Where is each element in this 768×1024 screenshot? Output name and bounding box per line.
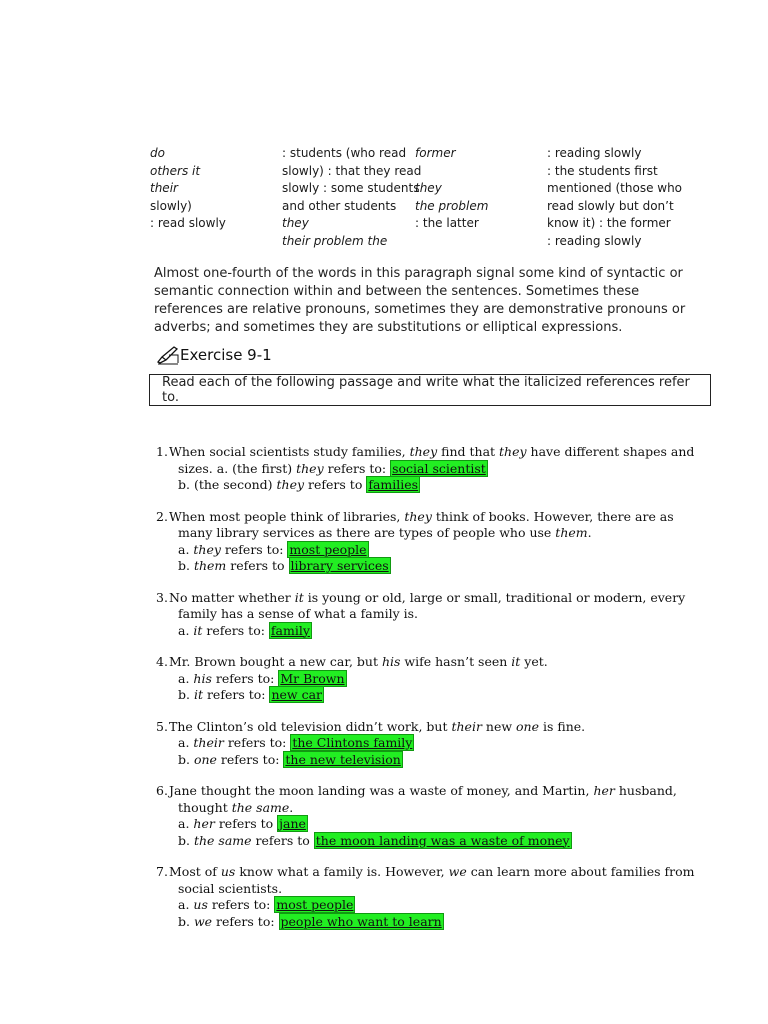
item-text: know what a family is. However,	[235, 864, 449, 879]
item-text: b.	[178, 751, 194, 767]
item-text: refers to	[251, 832, 314, 848]
item-text: b. (the second)	[178, 477, 277, 492]
item-text: refers to:	[223, 735, 291, 750]
italic-reference: it	[511, 654, 521, 669]
italic-reference: them	[555, 525, 588, 540]
item-line	[156, 800, 716, 817]
item-text: refers to:	[202, 622, 269, 638]
reference-line: and other students	[282, 198, 397, 213]
highlighted-answer: the Clintons family	[292, 735, 413, 750]
exercise-item	[156, 654, 716, 704]
item-line	[156, 558, 716, 575]
reference-line: their problem the	[282, 233, 388, 248]
item-text: is young or old, large or small, traditional or modern, every	[303, 589, 686, 605]
item-text: is fine.	[539, 718, 586, 734]
item-text: refers to	[304, 477, 367, 492]
item-text: Jane thought the moon landing was a waste of money, and Martin,	[169, 783, 594, 798]
item-line	[156, 654, 716, 671]
item-text: yet.	[520, 654, 548, 669]
italic-reference: it	[193, 622, 203, 638]
item-line	[156, 509, 716, 526]
reference-line: : the students first	[547, 163, 658, 178]
item-text: b.	[178, 687, 194, 702]
item-text: social scientists.	[178, 880, 283, 896]
item-text: have different shapes and	[526, 444, 695, 459]
item-text: family has a sense of what a family is.	[178, 606, 419, 621]
item-line	[156, 735, 716, 752]
item-line	[156, 752, 716, 769]
highlighted-answer: most people	[289, 541, 367, 557]
item-text: No matter whether	[169, 589, 295, 605]
reference-column-3	[415, 145, 488, 233]
item-line	[156, 590, 716, 607]
instruction-box	[149, 374, 711, 406]
item-line	[156, 444, 716, 461]
item-text: a.	[178, 541, 194, 557]
item-text: a.	[178, 897, 194, 912]
item-text: When social scientists study families,	[169, 444, 410, 459]
italic-reference: their	[193, 735, 224, 750]
italic-reference: her	[193, 816, 215, 831]
italic-reference: they	[499, 444, 527, 459]
item-line	[156, 477, 716, 494]
item-text: Mr. Brown bought a new car, but	[169, 654, 382, 669]
italic-reference: one	[193, 751, 217, 767]
exercise-heading	[156, 345, 272, 365]
reference-line: they	[282, 216, 309, 230]
item-text: When most people think of libraries,	[169, 508, 405, 524]
exercise-item	[156, 590, 716, 640]
item-number: 3.	[156, 589, 168, 605]
italic-reference: us	[220, 864, 236, 879]
italic-reference: they	[409, 444, 438, 459]
reference-line: : students (who read	[282, 146, 407, 160]
item-text: The Clinton’s old television didn’t work, but	[169, 718, 452, 734]
item-text: b.	[178, 913, 194, 929]
italic-reference: it	[193, 687, 203, 702]
italic-reference: they	[404, 508, 432, 524]
item-number: 1.	[156, 444, 168, 459]
explanation-paragraph: Almost one-fourth of the words in this paragraph signal some kind of syntactic or semantic connection within and between the sentences. Sometimes these references are relative pronouns, sometimes they are demonstrative pronouns or adverbs; and sometimes they are substitutions or elliptical expressions.	[154, 266, 686, 335]
highlighted-answer: social scientist	[392, 460, 486, 476]
item-text: refers to:	[220, 541, 288, 557]
italic-reference: his	[381, 654, 401, 669]
item-text: new	[481, 718, 517, 734]
item-line	[156, 914, 716, 931]
reference-line: : the latter	[415, 216, 479, 230]
highlighted-answer: Mr Brown	[280, 670, 345, 686]
reference-line: mentioned (those who	[547, 181, 683, 195]
item-text: refers to:	[207, 897, 275, 912]
reference-line: they	[415, 181, 442, 195]
reference-line	[415, 163, 488, 181]
item-text: refers to:	[211, 670, 279, 686]
reference-line: their	[150, 181, 178, 195]
highlighted-answer: people who want to learn	[280, 913, 442, 929]
exercise-item	[156, 864, 716, 930]
item-text: refers to:	[212, 913, 279, 929]
item-text: .	[587, 525, 592, 540]
italic-reference: them	[193, 558, 227, 573]
item-line	[156, 525, 716, 542]
italic-reference: one	[516, 718, 540, 734]
reference-line: read slowly but don’t	[547, 198, 674, 213]
italic-reference: the same	[193, 832, 252, 848]
reference-line: know it) : the former	[547, 216, 671, 230]
item-text: find that	[437, 444, 500, 459]
item-line	[156, 833, 716, 850]
item-text: a.	[178, 816, 194, 831]
item-text: can learn more about families from	[466, 864, 695, 879]
item-number: 7.	[156, 864, 168, 879]
item-text: wife hasn’t seen	[400, 654, 512, 669]
item-text: b.	[178, 832, 194, 848]
highlighted-answer: the new television	[285, 751, 401, 767]
italic-reference: us	[193, 897, 208, 912]
highlighted-answer: most people	[276, 897, 354, 912]
item-text: sizes. a. (the first)	[178, 460, 297, 476]
exercise-item	[156, 509, 716, 575]
reference-line: others it	[150, 163, 201, 178]
item-number: 4.	[156, 654, 168, 669]
italic-reference: we	[448, 864, 467, 879]
italic-reference: they	[296, 460, 324, 476]
italic-reference: they	[276, 477, 305, 492]
item-text: many library services as there are types of people who use	[178, 525, 556, 540]
item-line	[156, 687, 716, 704]
item-line	[156, 606, 716, 623]
reference-line: slowly)	[150, 198, 192, 213]
highlighted-answer: jane	[279, 816, 306, 831]
item-text: refers to:	[323, 460, 391, 476]
writing-hand-icon	[156, 345, 180, 365]
reference-column-4	[547, 145, 682, 250]
reference-line: slowly : some students	[282, 181, 420, 195]
item-number: 2.	[156, 508, 168, 524]
highlighted-answer: the moon landing was a waste of money	[315, 832, 570, 848]
item-text: Most of	[169, 864, 221, 879]
item-line	[156, 671, 716, 688]
exercise-item	[156, 444, 716, 494]
item-line	[156, 783, 716, 800]
item-line	[156, 816, 716, 833]
item-text: a.	[178, 622, 194, 638]
reference-line: the problem	[415, 198, 489, 213]
item-text: thought	[178, 799, 232, 815]
item-text: husband,	[614, 783, 677, 798]
highlighted-answer: family	[270, 622, 310, 638]
reference-column-1	[150, 145, 226, 233]
exercise-title: Exercise 9-1	[180, 346, 272, 364]
item-text: refers to:	[216, 751, 284, 767]
item-text: refers to	[214, 816, 278, 831]
highlighted-answer: families	[368, 477, 419, 492]
reference-line: : reading slowly	[547, 146, 642, 160]
exercise-item	[156, 719, 716, 769]
reference-line: slowly) : that they read	[282, 163, 422, 178]
reference-line: do	[150, 146, 165, 160]
instruction-text: Read each of the following passage and write what the italicized references refer to.	[162, 375, 690, 405]
italic-reference: it	[294, 589, 304, 605]
item-text: refers to	[226, 558, 289, 573]
italic-reference: the same	[231, 799, 290, 815]
item-line	[156, 461, 716, 478]
item-text: refers to:	[202, 687, 270, 702]
italic-reference: we	[193, 913, 213, 929]
reference-column-2	[282, 145, 421, 250]
item-line	[156, 897, 716, 914]
item-text: b.	[178, 558, 194, 573]
item-line	[156, 542, 716, 559]
exercise-item	[156, 783, 716, 849]
item-line	[156, 881, 716, 898]
reference-line: former	[415, 146, 456, 160]
exercise-items	[156, 444, 716, 945]
reference-line: : reading slowly	[547, 233, 642, 248]
italic-reference: they	[193, 541, 221, 557]
reference-line: : read slowly	[150, 216, 226, 230]
highlighted-answer: new car	[271, 687, 323, 702]
italic-reference: their	[451, 718, 482, 734]
item-number: 6.	[156, 783, 168, 798]
item-line	[156, 623, 716, 640]
italic-reference: her	[593, 783, 615, 798]
item-text: .	[289, 799, 294, 815]
item-number: 5.	[156, 718, 168, 734]
item-line	[156, 864, 716, 881]
item-text: think of books. However, there are as	[431, 508, 674, 524]
item-text: a.	[178, 670, 194, 686]
item-text: a.	[178, 735, 194, 750]
item-line	[156, 719, 716, 736]
italic-reference: his	[193, 670, 212, 686]
highlighted-answer: library services	[290, 558, 389, 573]
